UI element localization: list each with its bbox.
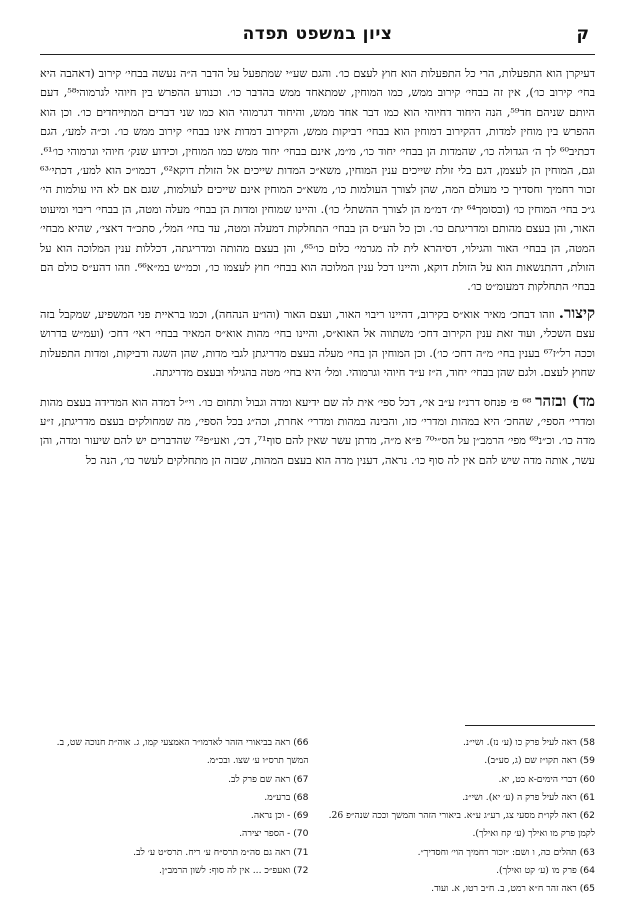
footnote-number: 58 bbox=[583, 737, 595, 748]
footnotes-right-column bbox=[327, 734, 596, 899]
footnote-number: 62 bbox=[583, 810, 595, 822]
paragraph-lead: קיצור. bbox=[558, 303, 595, 322]
footnote-text: ואעפ״כ ... אין לה סוף: לשון הרמב״ן. bbox=[158, 865, 291, 877]
footnote: 67) ראה שם פרק לב. bbox=[228, 773, 309, 785]
footnote-number: 66 bbox=[296, 737, 309, 748]
footnote: 66) ראה בביאורי הזהר לאדמו״ר האמצעי קמו, ג. אוה״ת חנוכה שט, ב. המשך תרס״ו ע׳ שצו. ובכ״מ. bbox=[56, 737, 309, 767]
paragraph-text: דעיקרן הוא התפעלות, הרי כל התפעלות הוא חוץ לעצם כו׳. והגם שע״י שמתפעל על הדבר ה״ה נעשה בבחי׳ קירוב (דאהבה היא בחי׳ קירוב כו׳), אין זה בבחי׳ קירוב ממש, כמו המוחין, שמתאחד ממש בהדבר כו׳. וכנודע ההפרש בין חיוהי לגרמוהי⁵⁸, דעם היותם שניהם חד⁵⁹, הנה היחוד דחיוהי הוא כמו דבר אחד ממש, והיחוד דגרמוהי הוא כמו שני דברים המתייחדים כו׳. וכן הוא ההפרש בין מוחין למדות, דהקירוב דמוחין הוא בבחי׳ דביקות ממש, והקירוב דמדות אינו בבחי׳ קירוב ממש כו׳. וכ״ה למע׳, הגם דכתיב⁶⁰ לך ה׳ הגדולה כו׳, שהמדות הן בבחי׳ יחוד כו׳, מ״מ, אינם בבחי׳ יחוד ממש כמו המוחין, וכידוע שנק׳ חיוהי וגרמוהי כו׳⁶¹. וגם, המוחין הן לעצמן, דגם בלי זולת שייכים ענין המוחין, משא״כ המדות שייכים אל הזולת דוקא⁶², דכמו״כ הוא למע׳, דכתי׳⁶³ זכור רחמיך וחסדיך כי מעולם המה, שהן לצורך העולמות כו׳, משא״כ המוחין אינם שייכים לעולמות, שגם אם לא היו עולמות הי׳ ג״כ בחי׳ המוחין כו׳ (ובסומך⁶⁴ ית׳ דמ״מ הן לצורך ההשתל׳ כו׳). והיינו שמוחין ומדות הן בבחי׳ מעלה ומטה, הן בבחי׳ ריבוי ומיעוט האור, והן בעצם מהותם ומדריגתם כו׳. וכן כל הע״ס הן בבחי׳ התחלקות דמעלה ומטה, עד בחי׳ המל׳, סתכ״ד דאצי׳, שהיא מבחי׳ המטה, הן בבחי׳ האור והגילוי, דסיהרא לית לה מגרמי׳ כלום כו׳⁶⁵, והן בעצם מהותה ומדריגתה, דכללות ענין המלוכה הוא על הזולת, דהתנשאות הוא על הזולת דוקא, והיינו דכל ענין המלוכה הוא בבחי׳ חוץ לעצמו כו׳, וכמ״ש במ״א⁶⁶. וזהו דהע״ס כולם הם בבחי׳ התחלקות דמעומ״ט כו׳. bbox=[40, 67, 595, 294]
footnote-number: 71 bbox=[296, 846, 309, 858]
paragraph-text: וזהו דבחכ׳ מאיר אוא״ס בקירוב, דהיינו ריבוי האור, ועצם האור (והו״ע הנהחה), וכמו בראיית פני המשפיע, שמקבל בזה עצם השכלי, ועוד זאת ענין הקירוב דחכ׳ משתווה אל האוא״ס, והיינו בחי׳ מהות אוא״ס המאיר בבחי׳ ראי׳ דחכ׳ (ועמ״ש בדרוש וככה רל״ז⁶⁷ בענין בחי׳ מ״ה דחכ׳ כו׳). וכן המוחין הן בחי׳ מעלה בעצם מדריגתן לגבי מדות, שהן השגה ודביקות, ומדות התפעלות שחוץ לעצם. ולגם שהן בבחי׳ יחוד, ה״ז ע״ד חיוהי וגרמוהי. ומל׳ היא בחי׳ מטה בהגילוי ובעצם מדריגתה. bbox=[40, 307, 595, 380]
footnote-text: ברע״מ. bbox=[264, 791, 291, 803]
footnote-number: 72 bbox=[296, 865, 309, 877]
footnote: 65) ראה זהר ח״א רמט, ב. ח״ב רטו, א. ועוד. bbox=[431, 883, 595, 895]
footnote-text: פרק מו (ע׳ קט ואילך). bbox=[496, 865, 577, 877]
footnote-number: 65 bbox=[583, 883, 595, 895]
paragraph bbox=[40, 392, 595, 471]
footnote-text: ראה לעיל פרק ה (ע׳ יא). ושי״נ. bbox=[462, 791, 577, 803]
main-text bbox=[40, 64, 595, 470]
footnote: 62) ראה לקו״ת מסעי צג, רע״ג ע״א. ביאורי הזהר והמשך וככה שנה״פ 26. לקמן פרק מו ואילך (ע׳ קח ואילך). bbox=[328, 810, 595, 840]
paragraph-text: ⁶⁸ פ׳ פנחס דרנ״ז ע״ב אי׳, דכל ספי׳ אית לה שם ידיעא ומדה וגבול ותחום כו׳. וי״ל דמדה הוא המדידה בעצם מהות ומדרי׳ הספי׳, שהחכ׳ היא במהות ומדרי׳ כזו, והבינה במהות ומדרי׳ אחרת, וכה״ג בכל הספי׳, מה שמחולקים בעצם מדריגתן, ז״ע מדה כו׳. וכ״נ⁶⁹ מפי׳ הרמב״ן על הס״י⁷⁰ פ״א מ״ה, מדתן עשר שאין להם סוף⁷¹, דכ׳, ואע״פ⁷² שהדברים יש להם שיעור ומדה, והן עשר, אותה מדה שיש להם אין לה סוף כו׳. נראה, דענין מדה הוא בעצם המהות, שבזה הן מתחלקים לעשר כו׳, הנה כל bbox=[40, 395, 595, 467]
footnote-text: - וכן נראה. bbox=[250, 810, 291, 822]
footnotes bbox=[40, 734, 595, 899]
footnote-number: 59 bbox=[583, 755, 595, 767]
footnote-text: ראה תקו״ז שם (ג, סע״ב). bbox=[484, 755, 577, 767]
footnote: 59) ראה תקו״ז שם (ג, סע״ב). bbox=[484, 755, 595, 767]
footnote-number: 63 bbox=[583, 846, 595, 858]
paragraph-lead: מד) ובזהר bbox=[535, 391, 596, 410]
footnote: 58) ראה לעיל פרק כו (ע׳ נז). ושי״נ. bbox=[463, 737, 595, 748]
footnote: 69) - וכן נראה. bbox=[250, 810, 309, 822]
page-header bbox=[40, 14, 595, 55]
footnote-number: 60 bbox=[583, 773, 595, 785]
footnote-number: 64 bbox=[583, 865, 595, 877]
footnote: 68) ברע״מ. bbox=[264, 791, 309, 803]
footnotes-left-column bbox=[40, 734, 309, 899]
footnote-text: ראה לעיל פרק כו (ע׳ נז). ושי״נ. bbox=[463, 737, 577, 748]
footnote-text: ראה גם סה״מ תרס״ח ע׳ ריח. תרס״ט ע׳ לב. bbox=[133, 846, 291, 858]
footnote: 64) פרק מו (ע׳ קט ואילך). bbox=[496, 865, 595, 877]
footnote-number: 61 bbox=[583, 791, 595, 803]
footnote-divider bbox=[465, 725, 595, 726]
footnote-text: ראה בביאורי הזהר לאדמו״ר האמצעי קמו, ג. אוה״ת חנוכה שט, ב. המשך תרס״ו ע׳ שצו. ובכ״מ. bbox=[56, 737, 309, 767]
page-number: ק bbox=[576, 24, 589, 44]
summary-paragraph bbox=[40, 304, 595, 383]
footnote-text: ראה שם פרק לב. bbox=[228, 773, 291, 785]
footnote-text: ראה זהר ח״א רמט, ב. ח״ב רטו, א. ועוד. bbox=[431, 883, 577, 895]
footnote-text: תהלים כה, ו ושם: ״זכור רחמיך הוי׳ וחסדיך״. bbox=[417, 846, 577, 858]
footnote-number: 70 bbox=[296, 828, 309, 840]
footnote-number: 67 bbox=[296, 773, 309, 785]
footnote: 72) ואעפ״כ ... אין לה סוף: לשון הרמב״ן. bbox=[158, 865, 309, 877]
footnote: 71) ראה גם סה״מ תרס״ח ע׳ ריח. תרס״ט ע׳ לב. bbox=[133, 846, 309, 858]
footnote: 60) דברי הימים-א כט, יא. bbox=[498, 773, 595, 785]
footnote: 63) תהלים כה, ו ושם: ״זכור רחמיך הוי׳ וחסדיך״. bbox=[417, 846, 595, 858]
footnote-number: 68 bbox=[296, 791, 309, 803]
footnote-text: - הספר יצירה. bbox=[239, 828, 291, 840]
footnote-number: 69 bbox=[296, 810, 309, 822]
running-title: ציון במשפט תפדה bbox=[242, 24, 393, 44]
footnote-text: דברי הימים-א כט, יא. bbox=[498, 773, 577, 785]
paragraph bbox=[40, 64, 595, 297]
footnote: 61) ראה לעיל פרק ה (ע׳ יא). ושי״נ. bbox=[462, 791, 595, 803]
footnote-text: ראה לקו״ת מסעי צג, רע״ג ע״א. ביאורי הזהר והמשך וככה שנה״פ 26. לקמן פרק מו ואילך (ע׳ קח ואילך). bbox=[328, 810, 595, 840]
footnote: 70) - הספר יצירה. bbox=[239, 828, 309, 840]
